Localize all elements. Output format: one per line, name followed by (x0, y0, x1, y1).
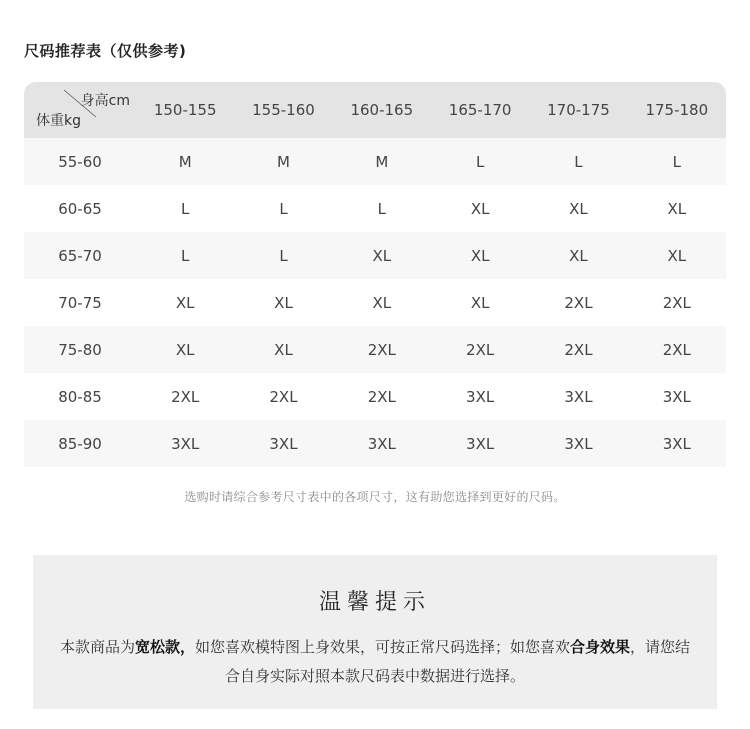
tips-text-segment: 本款商品为 (59, 638, 135, 656)
table-row (24, 326, 726, 373)
weight-cell: 60-65 (58, 199, 102, 218)
size-cell: XL (667, 246, 687, 265)
size-cell: 3XL (564, 434, 593, 453)
height-column-header: 165-170 (448, 101, 512, 119)
size-cell: XL (274, 340, 293, 359)
corner-header-cell (24, 82, 136, 138)
size-cell: L (475, 152, 485, 171)
size-cell: 2XL (564, 293, 593, 312)
weight-cell: 75-80 (58, 340, 102, 359)
weight-cell: 80-85 (58, 387, 102, 406)
weight-cell: 55-60 (58, 152, 102, 171)
size-cell: L (180, 199, 190, 218)
height-column-header: 175-180 (645, 101, 709, 119)
size-cell: XL (470, 246, 490, 265)
tips-title: 温馨提示 (318, 590, 431, 615)
size-cell: M (277, 152, 290, 171)
size-cell: XL (470, 199, 490, 218)
size-cell: M (178, 152, 192, 171)
size-cell: XL (175, 293, 195, 312)
size-cell: L (279, 199, 288, 218)
table-row (24, 279, 726, 326)
size-cell: 3XL (466, 387, 495, 406)
size-cell: 3XL (367, 434, 396, 453)
size-cell: 2XL (662, 340, 691, 359)
table-row (24, 232, 726, 279)
height-axis-label: 身高cm (80, 93, 130, 109)
size-cell: XL (667, 199, 687, 218)
size-cell: 3XL (662, 387, 691, 406)
size-chart-table (24, 82, 726, 467)
weight-cell: 85-90 (58, 434, 102, 453)
size-cell: 3XL (662, 434, 691, 453)
size-cell: 2XL (269, 387, 298, 406)
table-row (24, 138, 726, 185)
height-column-header: 160-165 (350, 101, 414, 119)
height-column-header: 155-160 (252, 101, 315, 119)
size-cell: XL (274, 293, 293, 312)
height-column-header: 150-155 (153, 101, 217, 119)
size-cell: 2XL (564, 340, 593, 359)
size-cell: L (672, 152, 681, 171)
tips-emphasis-loose-fit: 宽松款， (134, 638, 195, 656)
size-cell: L (279, 246, 288, 265)
size-cell: XL (569, 199, 588, 218)
size-cell: 2XL (367, 340, 396, 359)
size-cell: 2XL (662, 293, 691, 312)
size-cell: XL (372, 293, 392, 312)
size-cell: 3XL (564, 387, 593, 406)
size-cell: 3XL (466, 434, 495, 453)
tips-box (33, 555, 717, 709)
size-cell: XL (470, 293, 490, 312)
size-cell: M (375, 152, 389, 171)
size-cell: XL (569, 246, 588, 265)
weight-axis-label: 体重kg (36, 113, 81, 129)
size-cell: L (377, 199, 386, 218)
tips-text-segment: ，请您结合自身实际对照本款尺码表中数据进行选择。 (224, 638, 691, 685)
weight-cell: 70-75 (58, 293, 102, 312)
size-cell: 2XL (367, 387, 396, 406)
tips-emphasis-fitted: 合身效果 (570, 638, 631, 656)
size-note: 选购时请综合参考尺寸表中的各项尺寸，这有助您选择到更好的尺码。 (184, 490, 566, 504)
tips-text (55, 633, 695, 691)
size-cell: 2XL (171, 387, 200, 406)
size-cell: L (180, 246, 190, 265)
table-header-row (24, 82, 726, 138)
size-cell: XL (372, 246, 392, 265)
height-column-header: 170-175 (547, 101, 610, 119)
table-row (24, 185, 726, 232)
size-cell: 2XL (466, 340, 495, 359)
size-cell: 3XL (269, 434, 298, 453)
size-cell: L (574, 152, 583, 171)
size-cell: XL (175, 340, 195, 359)
table-row (24, 373, 726, 420)
tips-text-segment: 如您喜欢模特图上身效果，可按正常尺码选择；如您喜欢 (194, 638, 570, 656)
table-row (24, 420, 726, 467)
page-title: 尺码推荐表（仅供参考) (24, 42, 187, 60)
weight-cell: 65-70 (58, 246, 102, 265)
size-cell: 3XL (171, 434, 200, 453)
